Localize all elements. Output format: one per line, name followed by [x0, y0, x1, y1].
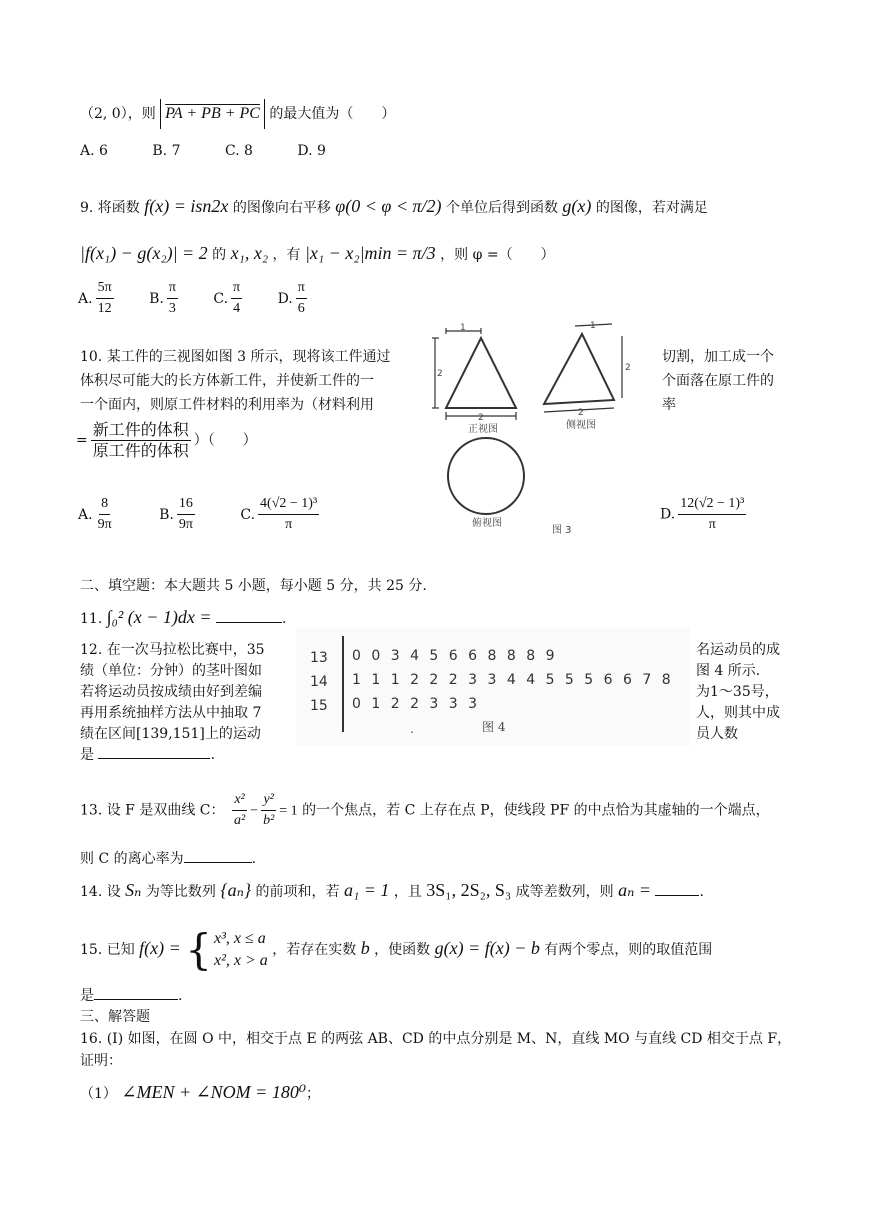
three-view-figure — [432, 318, 642, 543]
q10-option-b: B. $\frac{16}{9\pi}$ — [159, 496, 193, 532]
leaves-15: 0 1 2 2 3 3 3 — [352, 696, 478, 712]
side-view-triangle — [544, 334, 614, 404]
q8-option-d: D. 9 — [297, 143, 326, 159]
front-view-triangle — [446, 338, 516, 408]
top-view-circle — [448, 438, 524, 514]
q12-left-text: 12. 在一次马拉松比赛中，35 绩（单位：分钟）的茎叶图如 若将运动员按成绩由好到差编 再用系统抽样方法从中抽取 7 绩在区间[139,151]上的运动 是 . — [80, 642, 265, 763]
dim-side-bottom: 2 — [578, 408, 584, 418]
q15: 15. 已知 f(x) = { x³, x ≤ a x², x > a ，若存在实数 b ，使函数 g(x) = f(x) − b 有两个零点，则的取值范围 — [80, 925, 713, 974]
q8-option-a: A. 6 — [80, 143, 108, 159]
q9-line2: |f(x₁) − g(x₂)| = 2 的 x₁, x₂ ，有 |x₁ − x₂|min = π/3 ，则 φ =（ ） — [80, 243, 555, 263]
q9-option-d: D. $\frac{\pi}{6}$ — [277, 280, 305, 316]
q13-line2: 则 C 的离心率为 . — [80, 851, 257, 867]
q16-part1: （1） ∠MEN + ∠NOM = 180⁰； — [80, 1082, 321, 1102]
dim-front-left: 2 — [437, 369, 443, 379]
q10-option-c: C. $\frac{\text{4(√2 − 1)³}}{\pi}$ — [240, 496, 318, 532]
q8-suffix: 的最大值为（ ） — [269, 106, 396, 122]
q9-options — [78, 278, 338, 319]
q16-line1: 16. (Ⅰ) 如图，在圆 O 中，相交于点 E 的两弦 AB、CD 的中点分别是 M、N，直线 MO 与直线 CD 相交于点 F， — [80, 1031, 792, 1047]
stem-14: 14 — [310, 674, 328, 690]
q14: 14. 设 Sₙ 为等比数列 {aₙ} 的前项和，若 a₁ = 1 ，且 3S₁, 2S₂, S₃ 成等差数列，则 aₙ = . — [80, 880, 704, 900]
stem-leaf-figure — [296, 628, 690, 746]
q10-option-a: A. $\frac{8}{9\pi}$ — [78, 496, 112, 532]
dim-front-top: 1 — [460, 323, 466, 333]
q9-phi-range: φ(0 < φ < π/2) — [335, 196, 442, 216]
q10-right-text: 切割，加工成一个 个面落在原工件的 率 — [662, 349, 774, 413]
section3-heading: 三、解答题 — [80, 1009, 150, 1025]
q8-option-b: B. 7 — [152, 143, 181, 159]
dim-front-bottom: 2 — [478, 413, 484, 423]
q8-prefix: （2, 0），则 — [80, 106, 156, 122]
stem-13: 13 — [310, 650, 328, 666]
q9-cond: |f(x₁) − g(x₂)| = 2 — [80, 243, 208, 263]
dim-side-right: 2 — [625, 363, 631, 373]
q12-right-text: 名运动员的成 图 4 所示. 为1～35号， 人，则其中成 员人数 — [696, 642, 780, 742]
q8-options — [80, 143, 354, 159]
front-view-label: 正视图 — [468, 424, 498, 435]
q10-ratio: = $\frac{\text{新工件的体积}}{\text{原工件的体积}}$ ）（ ） — [76, 420, 257, 460]
side-view-label: 侧视图 — [566, 420, 596, 431]
q9-g: g(x) — [562, 196, 592, 216]
q8-vector-norm: PA + PB + PC — [160, 105, 265, 123]
q9-option-c: C. $\frac{\pi}{4}$ — [213, 280, 241, 316]
q15-case2: x², x > a — [213, 952, 268, 969]
q9-min-expr: |x₁ − x₂|min = π/3 — [304, 243, 436, 263]
q8-option-c: C. 8 — [224, 143, 253, 159]
top-view-label: 俯视图 — [472, 518, 502, 529]
dim-side-top: 1 — [590, 321, 596, 331]
q11: 11. ∫₀² (x − 1)dx = . — [80, 607, 287, 627]
q13-line1: 13. 设 F 是双曲线 C： $\frac{\text{x²}}{\text{a²}}$ − $\frac{\text{y²}}{\text{b²}}$ = 1 的一个焦点，若 C 上存在点 P，使线段 PF 的中点恰为其虚轴的一个端点， — [80, 792, 770, 828]
leaves-13: 0 0 3 4 5 6 6 8 8 8 9 — [352, 648, 555, 664]
q8-line — [80, 103, 395, 123]
leaves-14: 1 1 1 2 2 2 3 3 4 4 5 5 5 6 6 7 8 — [352, 672, 671, 688]
q9-vars: x₁, x₂ — [230, 243, 269, 263]
section2-heading: 二、填空题：本大题共 5 小题，每小题 5 分，共 25 分. — [80, 578, 427, 594]
q10-options-ab — [78, 494, 350, 535]
q9-line1: 9. 将函数 f(x) = isn2x 的图像向右平移 φ(0 < φ < π/2) 个单位后得到函数 g(x) 的图像，若对满足 — [80, 196, 708, 216]
stem-15: 15 — [310, 698, 328, 714]
q9-option-b: B. $\frac{\pi}{3}$ — [149, 280, 176, 316]
figure-caption: 图 3 — [552, 525, 572, 536]
q9-f-def: f(x) = isn2x — [144, 196, 229, 216]
stem-leaf-dot: . — [410, 722, 414, 736]
q15-line2: 是 . — [80, 988, 183, 1004]
q9-option-a: A. $\frac{5\pi}{12}$ — [78, 280, 112, 316]
stem-leaf-caption: 图 4 — [482, 720, 506, 734]
q16-line2: 证明： — [80, 1053, 122, 1069]
q15-case1: x³, x ≤ a — [213, 930, 266, 947]
q10-option-d: D. $\frac{\text{12(√2 − 1)³}}{\pi}$ — [660, 496, 745, 532]
q10-left-text: 10. 某工件的三视图如图 3 所示，现将该工件通过 体积尽可能大的长方体新工件，并使新工件的一 一个面内，则原工件材料的利用率为（材料利用 — [80, 349, 391, 413]
